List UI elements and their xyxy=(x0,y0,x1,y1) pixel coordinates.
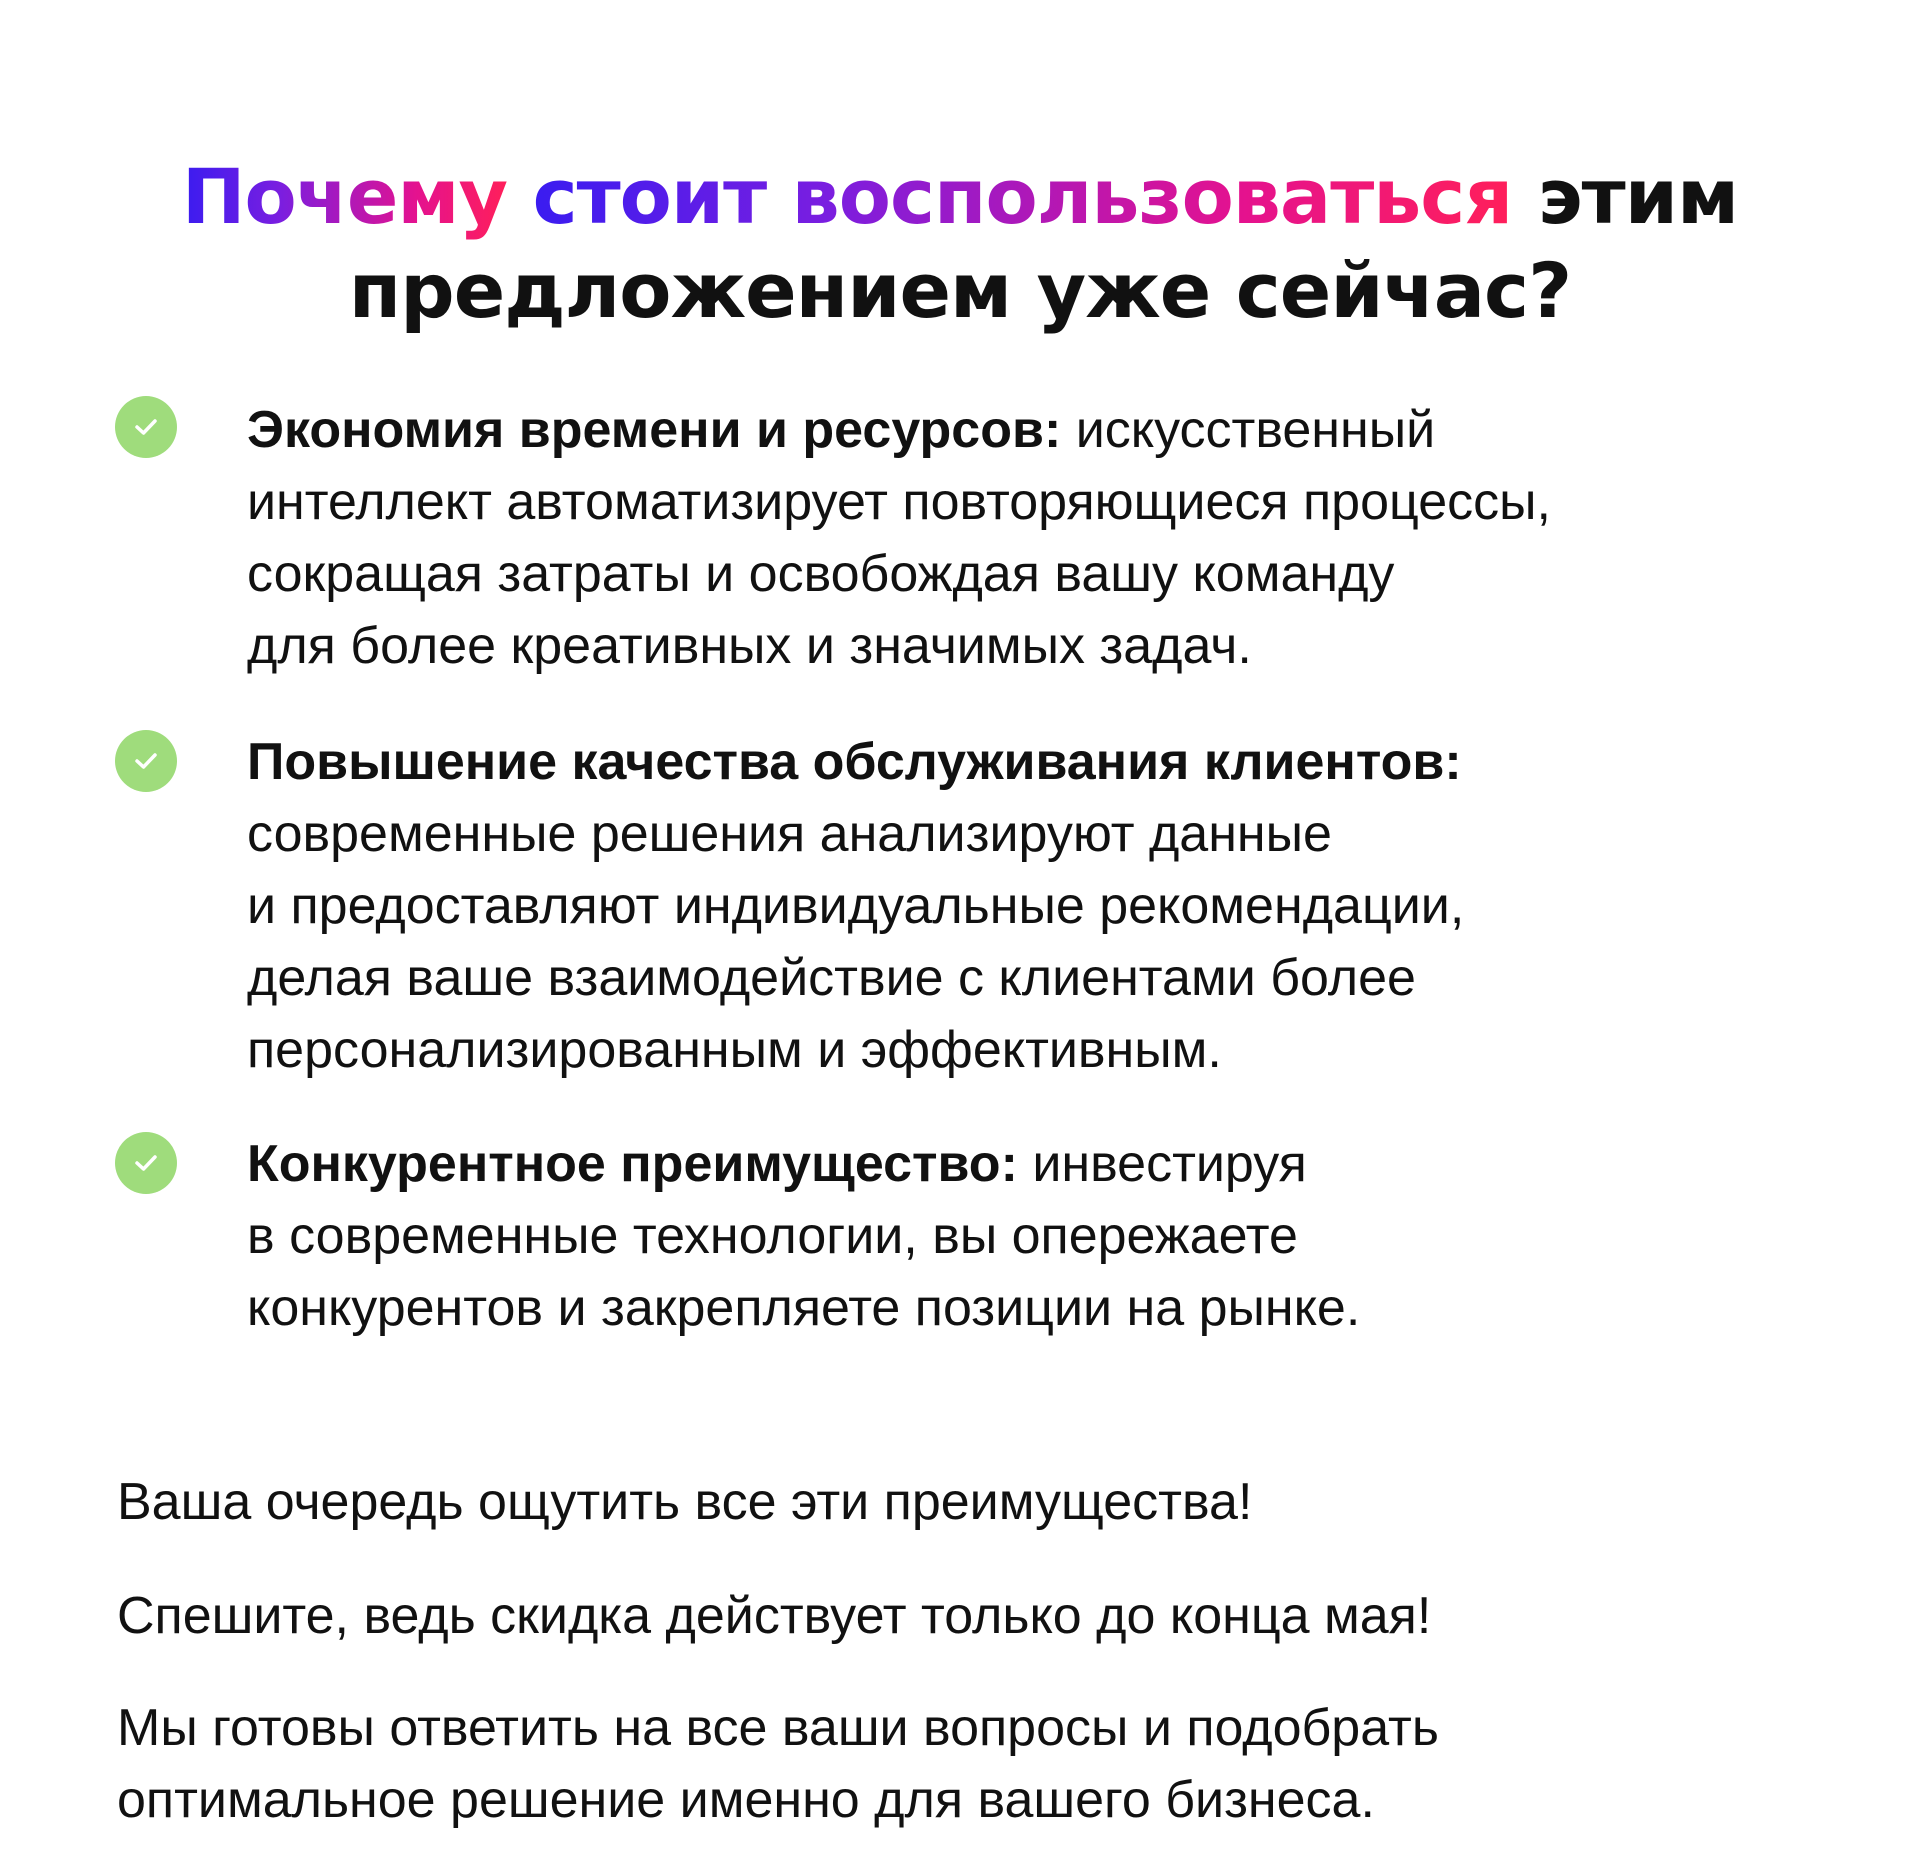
benefit-line: персонализированным и эффективным. xyxy=(247,1021,1222,1079)
benefit-line: искусственный xyxy=(1061,401,1436,459)
closing-paragraph-1: Ваша очередь ощутить все эти преимущества! xyxy=(117,1473,1253,1531)
title-line-1 xyxy=(182,152,1738,241)
benefit-line: для более креативных и значимых задач. xyxy=(247,617,1252,675)
check-circle-icon xyxy=(115,730,177,792)
benefit-line: в современные технологии, вы опережаете xyxy=(247,1207,1298,1265)
title-highlight-2: стоит воспользоваться xyxy=(532,152,1513,241)
title-line-2: предложением уже сейчас? xyxy=(348,246,1572,335)
page-title xyxy=(0,150,1920,338)
benefit-heading: Конкурентное преимущество: xyxy=(247,1135,1018,1193)
title-plain: этим xyxy=(1537,152,1739,241)
benefit-line: сокращая затраты и освобождая вашу команду xyxy=(247,545,1395,603)
benefit-line: делая ваше взаимодействие с клиентами более xyxy=(247,949,1416,1007)
closing-paragraph-2: Спешите, ведь скидка действует только до конца мая! xyxy=(117,1587,1432,1645)
check-circle-icon xyxy=(115,396,177,458)
benefit-heading: Экономия времени и ресурсов: xyxy=(247,401,1062,459)
benefit-text xyxy=(247,726,1847,1086)
benefit-line: интеллект автоматизирует повторяющиеся процессы, xyxy=(247,473,1551,531)
closing-line: Мы готовы ответить на все ваши вопросы и подобрать xyxy=(117,1699,1439,1757)
benefit-line: конкурентов и закрепляете позиции на рынке. xyxy=(247,1279,1361,1337)
benefit-text xyxy=(247,394,1847,682)
closing-paragraph-3 xyxy=(117,1692,1817,1836)
closing-line: оптимальное решение именно для вашего бизнеса. xyxy=(117,1771,1375,1829)
benefit-text xyxy=(247,1128,1847,1344)
benefit-line: инвестируя xyxy=(1017,1135,1307,1193)
benefit-heading: Повышение качества обслуживания клиентов: xyxy=(247,733,1462,791)
title-highlight-1: Почему xyxy=(181,152,508,241)
benefit-line: и предоставляют индивидуальные рекомендации, xyxy=(247,877,1465,935)
benefit-line: современные решения анализируют данные xyxy=(247,805,1332,863)
check-circle-icon xyxy=(115,1132,177,1194)
